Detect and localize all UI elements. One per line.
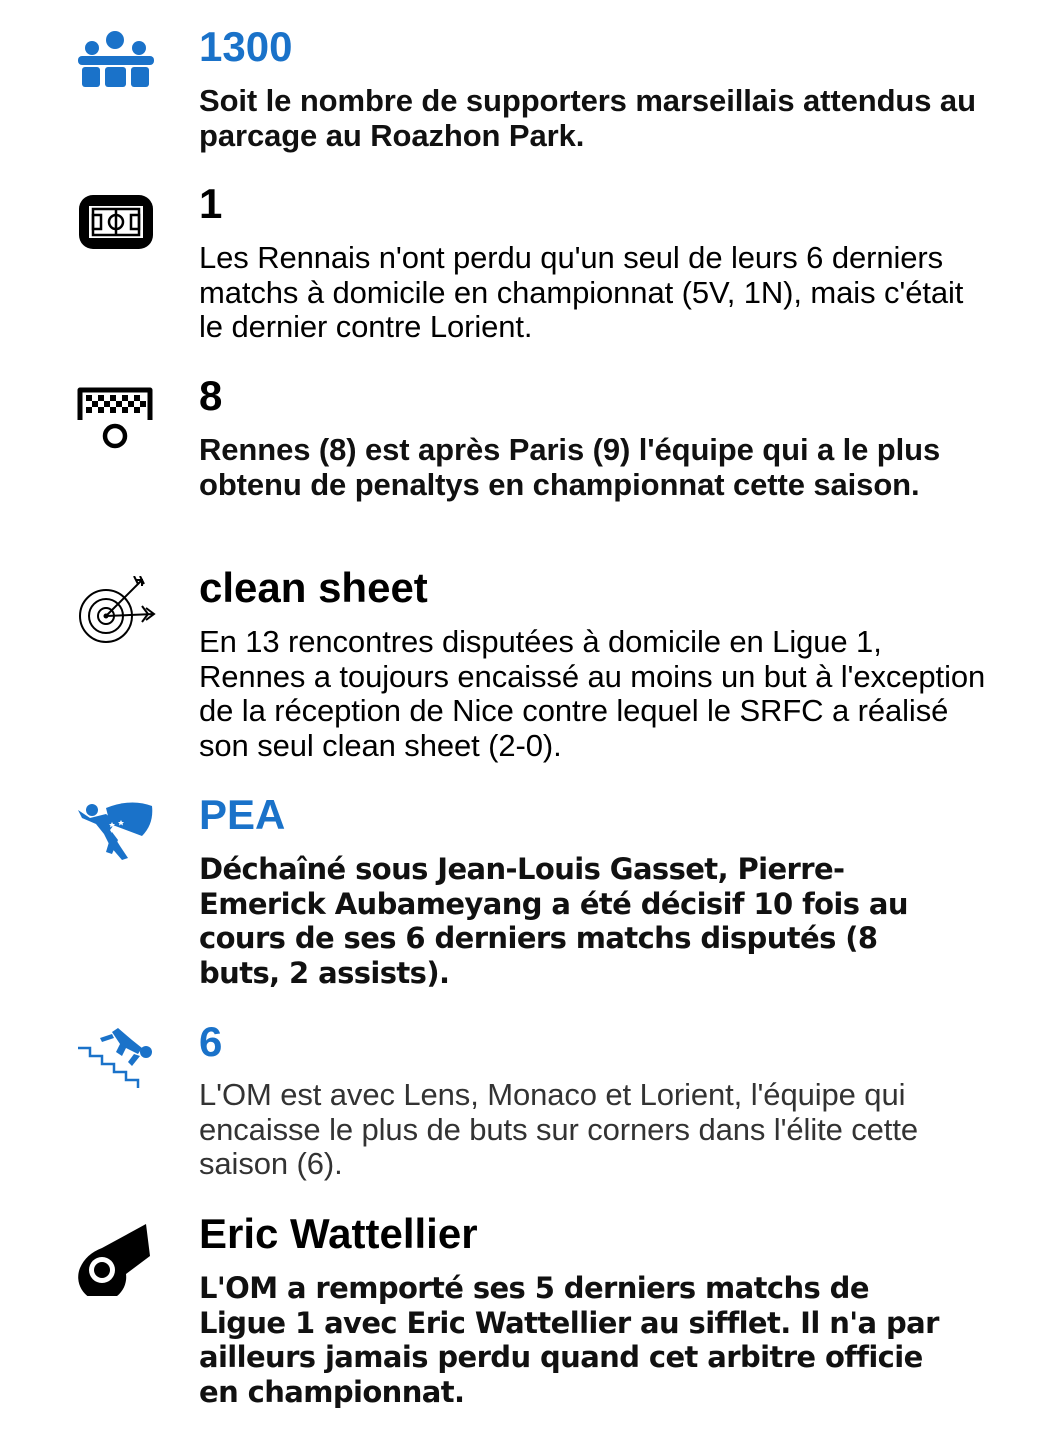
stat-description: Soit le nombre de supporters marseillais attendus au parcage au Roazhon Park.	[199, 83, 976, 153]
falling-stairs-icon	[76, 1026, 156, 1106]
stat-headline: 8	[199, 372, 223, 419]
target-arrow-icon	[76, 576, 156, 656]
stat-description: Déchaîné sous Jean-Louis Gasset, Pierre-Emerick Aubameyang a été décisif 10 fois au cours de ses 6 derniers matchs disputés (8 buts, 2 assists).	[199, 852, 908, 990]
stat-headline: Eric Wattellier	[199, 1210, 478, 1257]
stat-headline: 6	[199, 1018, 223, 1065]
superhero-icon	[76, 800, 156, 880]
whistle-icon	[76, 1222, 156, 1302]
group-icon	[76, 30, 156, 110]
stat-headline: 1300	[199, 23, 293, 70]
stat-headline: clean sheet	[199, 564, 428, 611]
football-pitch-icon	[76, 192, 156, 272]
stat-headline: 1	[199, 180, 223, 227]
stat-description: Les Rennais n'ont perdu qu'un seul de leurs 6 derniers matchs à domicile en championnat (5V, 1N), mais c'était le dernier contre Lorient.	[199, 240, 964, 344]
stat-description: En 13 rencontres disputées à domicile en Ligue 1, Rennes a toujours encaissé au moins un but à l'exception de la réception de Nice contre lequel le SRFC a réalisé son seul clean sheet (2-0).	[199, 624, 986, 763]
stat-headline: PEA	[199, 791, 286, 838]
stat-description: L'OM est avec Lens, Monaco et Lorient, l'équipe qui encaisse le plus de buts sur corners dans l'élite cette saison (6).	[199, 1077, 918, 1181]
stat-description: L'OM a remporté ses 5 derniers matchs de Ligue 1 avec Eric Wattellier au sifflet. Il n'a par ailleurs jamais perdu quand cet arbitre officie en championnat.	[199, 1271, 939, 1409]
penalty-goal-icon	[76, 384, 156, 464]
stat-description: Rennes (8) est après Paris (9) l'équipe qui a le plus obtenu de penaltys en championnat cette saison.	[199, 432, 941, 502]
